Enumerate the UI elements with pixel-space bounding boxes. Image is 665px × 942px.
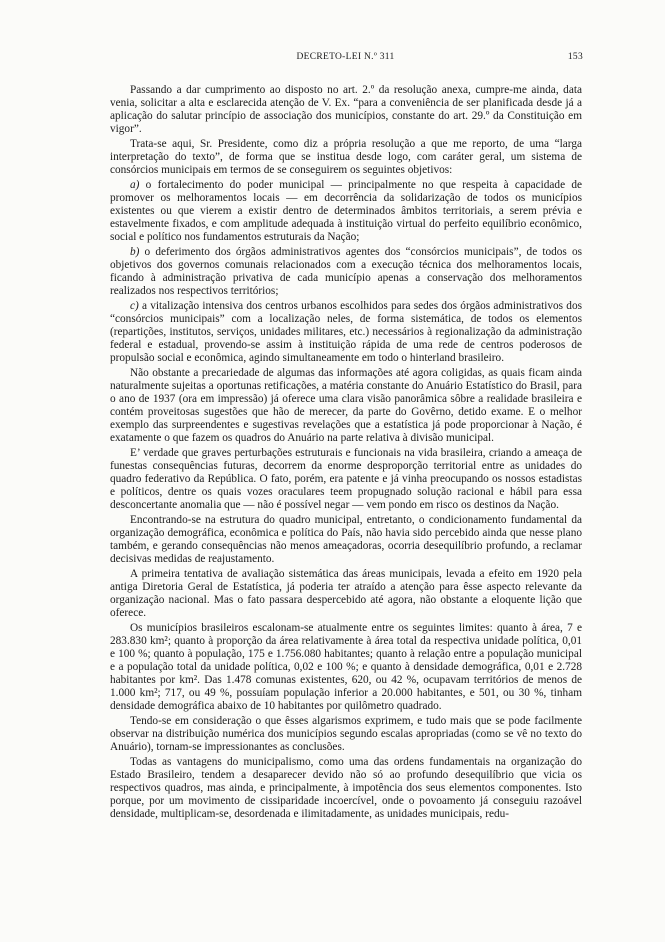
item-label: b) [130,246,140,258]
paragraph: Tendo-se em consideração o que êsses algarismos exprimem, e tudo mais que se pode facilmente observar na distribuição numérica dos municípios segundo escalas apropriadas (como se vê no texto do Anuário), tornam-se impressionantes as conclusões. [110,715,582,753]
paragraph: E’ verdade que graves perturbações estruturais e funcionais na vida brasileira, criando a ameaça de funestas consequências futuras, decorrem da enorme desproporção territorial entre as unidades do quadro federativo da República. O fato, porém, era patente e já vinha preocupando os nossos estadistas e políticos, dentre os quais vozes oraculares teem propugnado solução racional e hábil para essa desconcertante anomalia que — não é possível negar — vem pondo em risco os destinos da Nação. [110,447,582,511]
paragraph: Passando a dar cumprimento ao disposto no art. 2.º da resolução anexa, cumpre-me ainda, data venia, solicitar a alta e esclarecida atenção de V. Ex. “para a conveniência de ser planificada desde já a aplicação do salutar princípio de associação dos municípios, constante do art. 29.º da Constituição em vigor”. [110,84,582,135]
list-item: c) a vitalização intensiva dos centros urbanos escolhidos para sedes dos órgãos administrativos dos “consórcios municipais” com a localização neles, de forma sistemática, de todos os elementos (repartições, institutos, serviços, unidades militares, etc.) necessários à regionalização da administração federal e estadual, provendo-se assim à instituição rápida de uma rede de centros poderosos de propulsão social e econômica, agindo simultaneamente em todo o hinterland brasileiro. [110,300,582,364]
paragraph: A primeira tentativa de avaliação sistemática das áreas municipais, levada a efeito em 1920 pela antiga Diretoria Geral de Estatística, já poderia ter atraído a atenção para êsse aspecto relevante da organização nacional. Mas o fato passara despercebido até agora, não obstante a eloquente lição que oferece. [110,568,582,619]
running-header [108,52,583,66]
item-label: c) [130,300,139,312]
paragraph: Todas as vantagens do municipalismo, como uma das ordens fundamentais na organização do Estado Brasileiro, tendem a desaparecer devido não só ao profundo desequilíbrio que vicia os respectivos quadros, mas ainda, e principalmente, à impotência dos seus elementos componentes. Isto porque, por um movimento de cissiparidade incoercível, onde o povoamento já conseguiu razoável densidade, multiplicam-se, desordenada e ilimitadamente, as unidades municipais, redu- [110,756,582,820]
paragraph: Encontrando-se na estrutura do quadro municipal, entretanto, o condicionamento fundamental da organização demográfica, econômica e política do País, não havia sido percebido ainda que nesse plano também, e gerando consequências não menos ameaçadoras, ocorria desequilíbrio profundo, a reclamar decisivas medidas de reajustamento. [110,514,582,565]
list-item: b) o deferimento dos órgãos administrativos agentes dos “consórcios municipais”, de todos os objetivos dos governos comunais relacionados com a execução técnica dos melhoramentos locais, ficando à administração privativa de cada município apenas a conservação dos melhoramentos realizados nos respectivos territórios; [110,246,582,297]
page-number: 153 [567,52,583,62]
paragraph: Trata-se aqui, Sr. Presidente, como diz a própria resolução a que me reporto, de uma “larga interpretação do texto”, de forma que se institua desde logo, com caráter geral, um sistema de consórcios municipais em termos de se conseguirem os seguintes objetivos: [110,138,582,176]
item-label: a) [130,179,140,191]
paragraph: Os municípios brasileiros escalonam-se atualmente entre os seguintes limites: quanto à área, 7 e 283.830 km²; quanto à proporção da área relativamente à área total da respectiva unidade política, 0,01 e 100 %; quanto à população, 175 e 1.756.080 habitantes; quanto à relação entre a população municipal e a população total da unidade política, 0,02 e 100 %; e quanto à densidade demográfica, 0,01 e 2.728 habitantes por km². Das 1.478 comunas existentes, 620, ou 42 %, ocupavam territórios de menos de 1.000 km²; 717, ou 49 %, possuíam população inferior a 20.000 habitantes, e 501, ou 30 %, tinham densidade demográfica abaixo de 10 habitantes por quilômetro quadrado. [110,622,582,712]
header-title: DECRETO-LEI N.º 311 [296,52,395,62]
paragraph: Não obstante a precariedade de algumas das informações até agora coligidas, as quais ficam ainda naturalmente sujeitas a oportunas retificações, a matéria constante do Anuário Estatístico do Brasil, para o ano de 1937 (ora em impressão) já oferece uma clara visão panorâmica sôbre a realidade brasileira e contém proveitosas sugestões que hão de merecer, da parte do Govêrno, detido exame. E o melhor exemplo das surpreendentes e sugestivas revelações que a estatística já pode proporcionar à Nação, é exatamente o que fazem os quadros do Anuário na parte relativa à divisão municipal. [110,367,582,444]
body-text [110,84,582,823]
list-item: a) o fortalecimento do poder municipal — principalmente no que respeita à capacidade de promover os melhoramentos locais — em decorrência da solidarização de todos os municípios existentes ou que vierem a existir dentro de determinados âmbitos territoriais, a serem prévia e estavelmente fixados, e com amplitude adequada à instituição virtual do perfeito equilíbrio econômico, social e político nos fundamentos estruturais da Nação; [110,179,582,243]
